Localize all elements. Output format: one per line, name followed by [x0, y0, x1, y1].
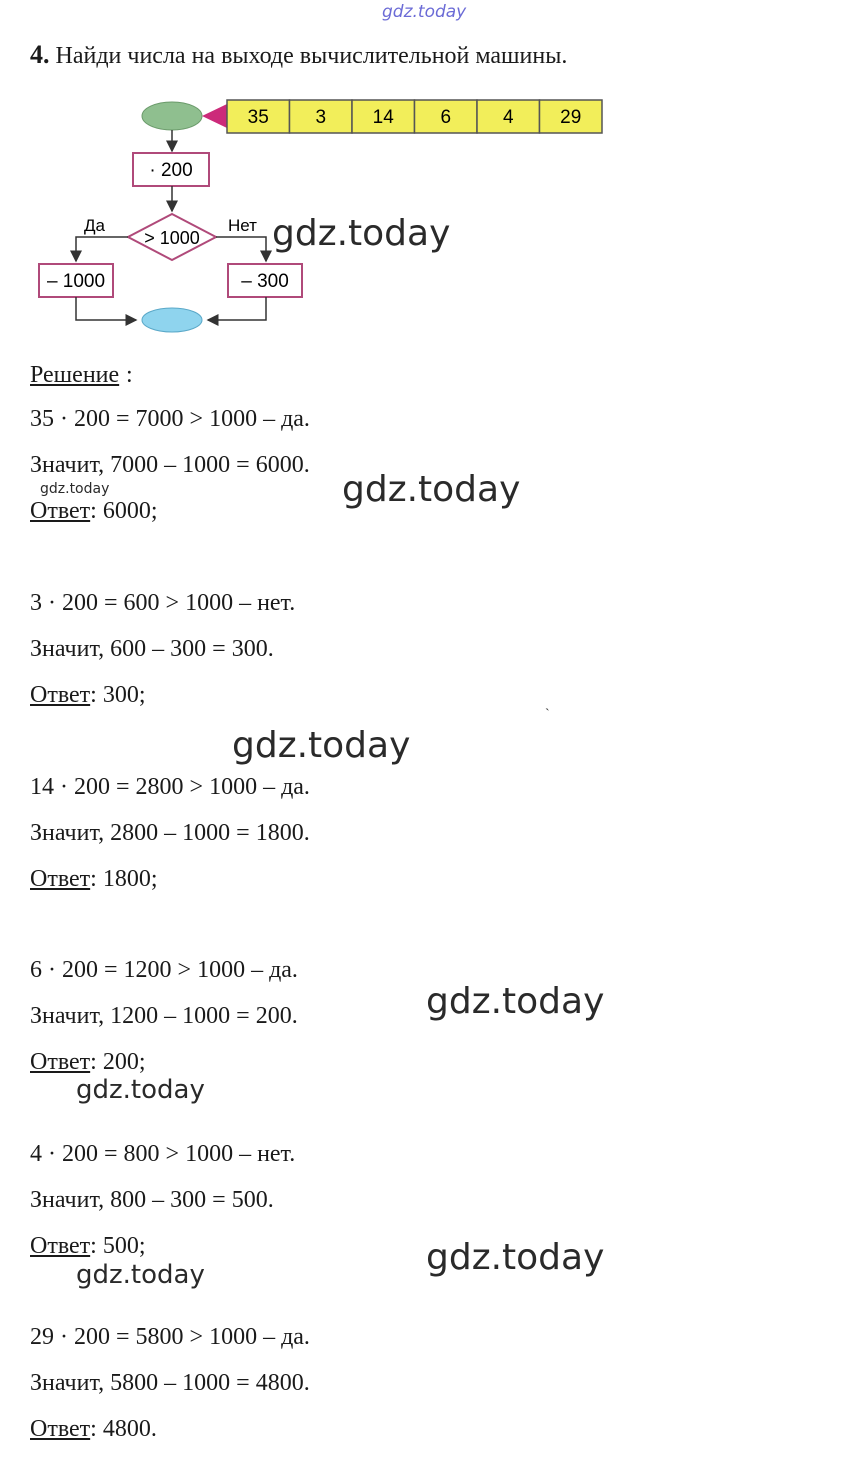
answer-value: : 6000; [90, 498, 158, 524]
answer-line [30, 682, 146, 709]
answer-label: Ответ [30, 1416, 91, 1442]
solution-step-line: 14 · 200 = 2800 > 1000 – да. [30, 774, 310, 800]
watermark: gdz.today [76, 1075, 205, 1105]
solution-step-line: 6 · 200 = 1200 > 1000 – да. [30, 957, 298, 983]
input-cell-value: 14 [372, 107, 394, 128]
watermark: gdz.today [40, 481, 110, 497]
yes-label: Да [84, 216, 105, 235]
answer-line [30, 1416, 157, 1443]
answer-label: Ответ [30, 866, 91, 892]
answer-label: Ответ [30, 498, 91, 524]
task-heading [30, 40, 567, 70]
solution-step-line: 29 · 200 = 5800 > 1000 – да. [30, 1324, 310, 1350]
input-cell-value: 35 [247, 107, 269, 128]
solution-heading [30, 362, 119, 389]
answer-line [30, 1233, 146, 1260]
solution-heading-text: Решение [30, 362, 120, 388]
answer-line [30, 498, 158, 525]
solution-result-line: Значит, 600 – 300 = 300. [30, 636, 274, 662]
input-cell-value: 3 [315, 107, 327, 128]
answer-label: Ответ [30, 1233, 91, 1259]
answer-value: : 300; [90, 682, 146, 708]
answer-label: Ответ [30, 682, 91, 708]
watermark: gdz.today [426, 981, 605, 1022]
no-op-label: – 300 [241, 271, 289, 292]
condition-label: > 1000 [144, 228, 200, 248]
watermark: gdz.today [342, 469, 521, 510]
answer-value: : 1800; [90, 866, 158, 892]
solution-step-line: 3 · 200 = 600 > 1000 – нет. [30, 590, 296, 616]
start-oval [142, 102, 202, 130]
end-oval [142, 308, 202, 332]
watermark-top: gdz.today [382, 2, 467, 22]
no-label: Нет [228, 216, 257, 235]
yes-op-label: – 1000 [46, 271, 106, 292]
task-number: 4. [30, 40, 50, 69]
solution-step-line: 35 · 200 = 7000 > 1000 – да. [30, 406, 310, 432]
input-cell-value: 4 [502, 107, 514, 128]
input-pointer [202, 104, 227, 128]
task-text: Найди числа на выходе вычислительной машины. [55, 43, 568, 69]
solution-result-line: Значит, 7000 – 1000 = 6000. [30, 452, 310, 478]
answer-value: : 500; [90, 1233, 146, 1259]
watermark: gdz.today [76, 1260, 205, 1290]
multiply-label: · 200 [149, 160, 193, 181]
watermark: gdz.today [272, 213, 451, 254]
solution-result-line: Значит, 800 – 300 = 500. [30, 1187, 274, 1213]
stray-mark: ˋ [545, 707, 550, 722]
watermark: gdz.today [426, 1237, 605, 1278]
input-cell-value: 29 [560, 107, 582, 128]
solution-heading-colon: : [126, 362, 133, 388]
flowchart-diagram [30, 94, 610, 334]
solution-result-line: Значит, 1200 – 1000 = 200. [30, 1003, 298, 1029]
watermark: gdz.today [232, 725, 411, 766]
answer-line [30, 866, 158, 893]
input-tape [227, 100, 602, 133]
solution-result-line: Значит, 2800 – 1000 = 1800. [30, 820, 310, 846]
solution-result-line: Значит, 5800 – 1000 = 4800. [30, 1370, 310, 1396]
answer-label: Ответ [30, 1049, 91, 1075]
answer-value: : 200; [90, 1049, 146, 1075]
input-cell-value: 6 [440, 107, 452, 128]
solution-step-line: 4 · 200 = 800 > 1000 – нет. [30, 1141, 296, 1167]
answer-line [30, 1049, 146, 1076]
answer-value: : 4800. [90, 1416, 157, 1442]
